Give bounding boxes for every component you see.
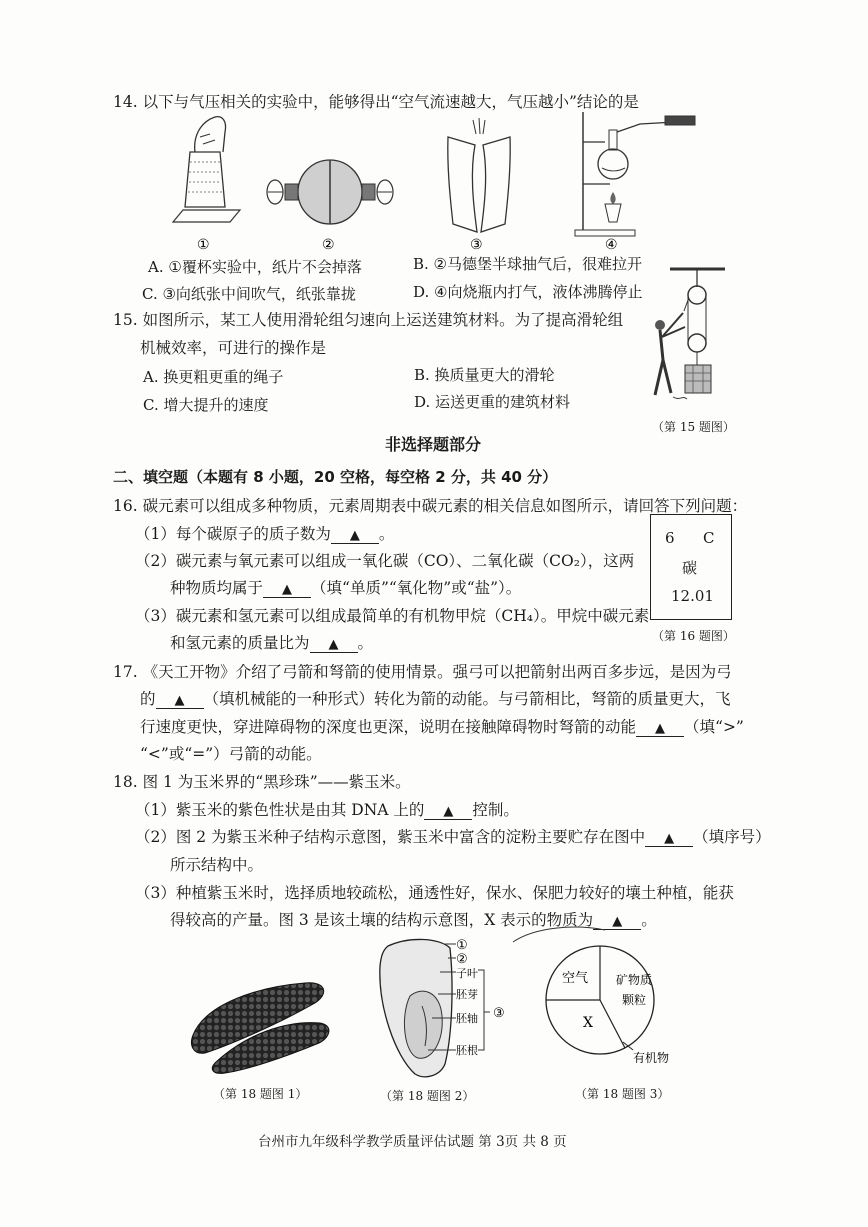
part2-header: 二、填空题（本题有 8 小题，20 空格，每空格 2 分，共 40 分） xyxy=(113,468,558,486)
seed-label-3: ③ xyxy=(493,1006,505,1021)
q16-sub3-line1: （3）碳元素和氢元素可以组成最简单的有机物甲烷（CH₄）。甲烷中碳元素 xyxy=(135,607,650,625)
q17-line4: “<”或“=”）弓箭的动能。 xyxy=(140,745,322,763)
q14-option-a[interactable]: A. ①覆杯实验中，纸片不会掉落 xyxy=(148,258,362,276)
q16-sub2-line1: （2）碳元素与氧元素可以组成一氧化碳（CO）、二氧化碳（CO₂），这两 xyxy=(135,552,635,570)
q16-sub2-line2 xyxy=(170,576,521,598)
purple-corn-figure xyxy=(185,975,335,1075)
element-symbol: C xyxy=(703,529,715,547)
pie-label-mineral-2: 颗粒 xyxy=(622,993,647,1007)
fig-label-4: ④ xyxy=(605,237,618,252)
pulley-worker-figure xyxy=(635,265,730,410)
q17-line2 xyxy=(140,687,731,709)
q17-line2-start: 的 xyxy=(140,690,156,708)
seed-label-1: ① xyxy=(456,938,468,953)
seed-label-2: ② xyxy=(456,952,468,967)
q18-blank-1[interactable]: ▲ xyxy=(424,804,472,820)
q18-sub3-end: 。 xyxy=(641,911,657,929)
q16-sub1 xyxy=(135,522,394,544)
q18-blank-3[interactable]: ▲ xyxy=(593,914,641,930)
q14-figures xyxy=(165,112,705,252)
q17-line3 xyxy=(140,715,744,737)
q15-stem-line1: 15. 如图所示，某工人使用滑轮组匀速向上运送建筑材料。为了提高滑轮组 xyxy=(113,311,624,329)
q18-blank-2[interactable]: ▲ xyxy=(645,831,693,847)
seed-label-hypocotyl: 胚轴 xyxy=(456,1012,478,1025)
q18-sub1-end: 控制。 xyxy=(472,801,519,819)
q18-fig3-caption: （第 18 题图 3） xyxy=(575,1087,670,1101)
page-footer: 台州市九年级科学教学质量评估试题 第 3页 共 8 页 xyxy=(258,1134,567,1150)
fig-label-2: ② xyxy=(322,237,335,252)
q18-fig2-caption: （第 18 题图 2） xyxy=(380,1089,475,1103)
q15-option-b[interactable]: B. 换质量更大的滑轮 xyxy=(414,366,555,384)
fig-label-1: ① xyxy=(197,237,210,252)
q18-sub1 xyxy=(135,798,519,820)
q15-option-a[interactable]: A. 换更粗更重的绳子 xyxy=(143,368,284,386)
q15-figure-caption: （第 15 题图） xyxy=(652,420,735,434)
element-atomic-number: 6 xyxy=(665,529,675,547)
q14-stem: 14. 以下与气压相关的实验中，能够得出“空气流速越大，气压越小”结论的是 xyxy=(113,93,639,111)
q15-option-d[interactable]: D. 运送更重的建筑材料 xyxy=(414,393,571,411)
q16-sub1-text: （1）每个碳原子的质子数为 xyxy=(135,525,331,543)
q15-option-c[interactable]: C. 增大提升的速度 xyxy=(143,396,269,414)
q16-blank-3[interactable]: ▲ xyxy=(310,637,358,653)
soil-composition-pie-figure xyxy=(505,912,705,1072)
pie-label-organic: 有机物 xyxy=(633,1051,670,1065)
section-title: 非选择题部分 xyxy=(385,435,482,454)
q14-option-b[interactable]: B. ②马德堡半球抽气后，很难拉开 xyxy=(413,255,643,273)
two-papers-figure xyxy=(448,118,510,232)
q16-sub1-end: 。 xyxy=(378,525,395,543)
q18-sub1-text: （1）紫玉米的紫色性状是由其 DNA 上的 xyxy=(135,801,425,819)
q17-blank-2[interactable]: ▲ xyxy=(636,721,684,737)
element-name: 碳 xyxy=(682,559,698,577)
q15-stem-line2: 机械效率，可进行的操作是 xyxy=(140,339,327,357)
q18-sub3-line1: （3）种植紫玉米时，选择质地较疏松，通透性好，保水、保肥力较好的壤土种植，能获 xyxy=(135,884,734,902)
q16-blank-1[interactable]: ▲ xyxy=(331,528,379,544)
q16-sub3-text: 和氢元素的质量比为 xyxy=(170,634,310,652)
q17-line3-text: 行速度更快，穿进障碍物的深度也更深，说明在接触障碍物时弩箭的动能 xyxy=(140,718,637,736)
q18-sub2-line1 xyxy=(135,825,771,847)
q16-sub2-end: （填“单质”“氧化物”或“盐”）。 xyxy=(311,579,522,597)
fig-label-3: ③ xyxy=(470,237,483,252)
seed-label-plumule: 胚芽 xyxy=(456,988,478,1001)
q17-blank-1[interactable]: ▲ xyxy=(156,693,204,709)
q16-figure-caption: （第 16 题图） xyxy=(652,629,735,643)
cup-experiment-figure xyxy=(173,117,240,222)
q14-option-c[interactable]: C. ③向纸张中间吹气，纸张靠拢 xyxy=(142,285,356,303)
q18-sub2-end: （填序号） xyxy=(693,828,771,846)
flask-stand-figure xyxy=(575,112,695,236)
seed-label-cotyledon: 子叶 xyxy=(456,967,478,980)
q18-fig1-caption: （第 18 题图 1） xyxy=(213,1087,308,1101)
pie-label-x: X xyxy=(583,1015,593,1031)
pie-divider-bottom xyxy=(600,1000,625,1048)
q16-sub2-text: 种物质均属于 xyxy=(170,579,264,597)
q17-line2-text: （填机械能的一种形式）转化为箭的动能。与弓箭相比，弩箭的质量更大，飞 xyxy=(203,690,731,708)
q14-option-d[interactable]: D. ④向烧瓶内打气，液体沸腾停止 xyxy=(413,283,643,301)
magdeburg-hemispheres-figure xyxy=(267,160,393,224)
seed-label-radicle: 胚根 xyxy=(456,1044,478,1057)
q16-stem: 16. 碳元素可以组成多种物质，元素周期表中碳元素的相关信息如图所示，请回答下列问题： xyxy=(113,497,748,515)
q16-blank-2[interactable]: ▲ xyxy=(263,582,311,598)
q18-stem: 18. 图 1 为玉米界的“黑珍珠”——紫玉米。 xyxy=(113,773,411,791)
q17-line3-end: （填“>” xyxy=(684,718,744,736)
pie-label-air: 空气 xyxy=(562,971,589,986)
q16-sub3-end: 。 xyxy=(357,634,374,652)
q18-sub2-line2: 所示结构中。 xyxy=(170,856,264,874)
q17-line1: 17. 《天工开物》介绍了弓箭和弩箭的使用情景。强弓可以把箭射出两百多步远，是因为弓 xyxy=(113,663,732,681)
q16-sub3-line2 xyxy=(170,631,373,653)
pie-label-mineral-1: 矿物质 xyxy=(616,973,653,987)
carbon-element-card xyxy=(650,514,732,620)
q18-sub2-text: （2）图 2 为紫玉米种子结构示意图，紫玉米中富含的淀粉主要贮存在图中 xyxy=(135,828,646,846)
q18-sub3-text: 得较高的产量。图 3 是该土壤的结构示意图，X 表示的物质为 xyxy=(170,911,594,929)
element-atomic-mass: 12.01 xyxy=(671,587,714,605)
